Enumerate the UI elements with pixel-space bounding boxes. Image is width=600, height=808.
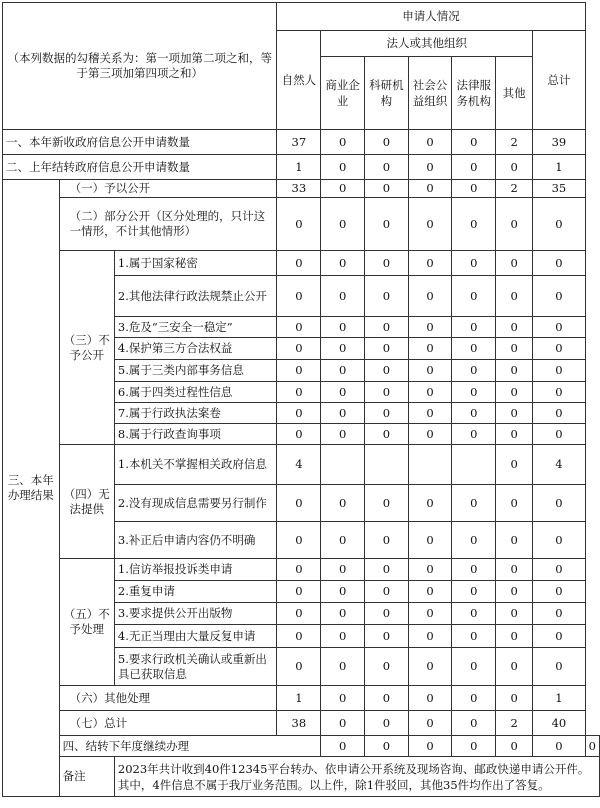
value-cell: 0 [496, 276, 533, 317]
value-cell: 0 [496, 485, 533, 522]
value-cell: 0 [365, 522, 409, 559]
value-cell: 0 [533, 198, 586, 251]
value-cell: 0 [408, 581, 452, 603]
value-cell: 0 [408, 276, 452, 317]
value-cell: 0 [408, 198, 452, 251]
value-cell: 0 [496, 625, 533, 648]
header-research: 科研机构 [365, 57, 409, 130]
value-cell: 35 [533, 180, 586, 198]
table-row [3, 198, 600, 251]
row-label: 2.其他法律行政法规禁止公开 [114, 276, 277, 317]
value-cell: 0 [365, 485, 409, 522]
value-cell: 0 [533, 581, 586, 603]
table-row [3, 180, 600, 198]
value-cell: 0 [365, 424, 409, 445]
value-cell: 0 [321, 581, 365, 603]
value-cell: 0 [452, 338, 496, 360]
value-cell: 0 [533, 403, 586, 424]
value-cell: 0 [452, 198, 496, 251]
value-cell: 0 [533, 338, 586, 360]
value-cell: 1 [277, 686, 321, 711]
value-cell [452, 445, 496, 485]
value-cell: 0 [365, 317, 409, 338]
value-cell: 0 [408, 485, 452, 522]
value-cell: 0 [533, 360, 586, 382]
value-cell: 0 [496, 736, 533, 757]
value-cell: 0 [452, 625, 496, 648]
value-cell: 0 [408, 559, 452, 581]
value-cell: 0 [408, 522, 452, 559]
header-note: （本列数据的勾稽关系为：第一项加第二项之和，等于第三项加第四项之和） [3, 3, 277, 130]
table-row [3, 736, 600, 757]
value-cell: 0 [408, 424, 452, 445]
value-cell: 0 [452, 251, 496, 276]
value-cell: 40 [533, 711, 586, 736]
value-cell: 37 [277, 130, 321, 155]
value-cell: 0 [321, 686, 365, 711]
value-cell: 0 [408, 338, 452, 360]
value-cell: 0 [365, 559, 409, 581]
value-cell: 0 [496, 559, 533, 581]
value-cell: 0 [408, 736, 452, 757]
value-cell: 0 [408, 403, 452, 424]
value-cell: 0 [452, 424, 496, 445]
row-label: 5.属于三类内部事务信息 [114, 360, 277, 382]
value-cell: 0 [365, 130, 409, 155]
table-row [3, 130, 600, 155]
value-cell: 0 [365, 625, 409, 648]
value-cell: 0 [533, 382, 586, 403]
value-cell: 0 [496, 360, 533, 382]
section3-label: 三、本年办理结果 [3, 180, 60, 797]
row-label: 6.属于四类过程性信息 [114, 382, 277, 403]
value-cell: 0 [496, 198, 533, 251]
value-cell: 0 [496, 424, 533, 445]
value-cell: 0 [452, 522, 496, 559]
row-label: 一、本年新收政府信息公开申请数量 [3, 130, 277, 155]
value-cell: 0 [496, 338, 533, 360]
remark-label: 备注 [59, 757, 114, 797]
value-cell: 0 [452, 648, 496, 686]
value-cell: 0 [277, 251, 321, 276]
value-cell: 39 [533, 130, 586, 155]
value-cell: 0 [277, 403, 321, 424]
row-label: 1.属于国家秘密 [114, 251, 277, 276]
value-cell: 0 [533, 522, 586, 559]
remark-text: 2023年共计收到40件12345平台转办、依申请公开系统及现场咨询、邮政快递申请公开件。其中，4件信息不属于我厅业务范围。以上件，除1件驳回，其他35件均作出了答复。 [114, 757, 599, 797]
disclosure-table [2, 2, 600, 797]
value-cell: 0 [277, 603, 321, 625]
row-label: 2.重复申请 [114, 581, 277, 603]
value-cell: 0 [365, 251, 409, 276]
value-cell: 0 [533, 648, 586, 686]
row-label: 8.属于行政查询事项 [114, 424, 277, 445]
value-cell: 0 [321, 736, 365, 757]
value-cell: 0 [365, 603, 409, 625]
value-cell: 0 [408, 711, 452, 736]
header-natural-person: 自然人 [277, 31, 321, 130]
row-label: 3.要求提供公开出版物 [114, 603, 277, 625]
value-cell: 1 [533, 686, 586, 711]
value-cell: 0 [452, 155, 496, 180]
value-cell [408, 445, 452, 485]
value-cell: 0 [452, 180, 496, 198]
value-cell [321, 445, 365, 485]
header-legal-group: 法人或其他组织 [321, 31, 533, 57]
value-cell: 0 [365, 338, 409, 360]
value-cell: 0 [452, 403, 496, 424]
value-cell: 0 [533, 625, 586, 648]
value-cell: 0 [408, 686, 452, 711]
value-cell: 0 [533, 276, 586, 317]
value-cell: 0 [321, 522, 365, 559]
value-cell: 0 [496, 445, 533, 485]
row-label: 二、上年结转政府信息公开申请数量 [3, 155, 277, 180]
value-cell: 0 [321, 198, 365, 251]
value-cell: 0 [321, 625, 365, 648]
row-label: 1.本机关不掌握相关政府信息 [114, 445, 277, 485]
header-social-welfare: 社会公益组织 [408, 57, 452, 130]
row-label: 7.属于行政执法案卷 [114, 403, 277, 424]
row-label: 3.危及“三安全一稳定” [114, 317, 277, 338]
value-cell: 0 [452, 686, 496, 711]
value-cell: 0 [321, 317, 365, 338]
value-cell: 0 [408, 317, 452, 338]
value-cell: 0 [533, 736, 586, 757]
row-label: 2.没有现成信息需要另行制作 [114, 485, 277, 522]
value-cell: 0 [452, 581, 496, 603]
table-row [3, 445, 600, 485]
value-cell: 0 [277, 522, 321, 559]
value-cell: 0 [321, 648, 365, 686]
value-cell: 2 [496, 130, 533, 155]
value-cell: 0 [408, 180, 452, 198]
group4-label: （四）无法提供 [59, 445, 114, 559]
value-cell: 0 [277, 424, 321, 445]
value-cell: 2 [496, 180, 533, 198]
value-cell: 0 [452, 711, 496, 736]
value-cell: 0 [277, 276, 321, 317]
value-cell: 0 [533, 251, 586, 276]
group3-label: （三）不予公开 [59, 251, 114, 445]
row-label: 四、结转下年度继续办理 [59, 736, 321, 757]
value-cell: 0 [365, 686, 409, 711]
value-cell: 0 [496, 382, 533, 403]
value-cell: 0 [496, 581, 533, 603]
group5-label: （五）不予处理 [59, 559, 114, 686]
value-cell: 0 [277, 338, 321, 360]
value-cell: 0 [277, 559, 321, 581]
value-cell: 4 [277, 445, 321, 485]
value-cell: 0 [321, 711, 365, 736]
value-cell: 0 [408, 130, 452, 155]
row-label: 5.要求行政机关确认或重新出具已获取信息 [114, 648, 277, 686]
value-cell: 0 [408, 648, 452, 686]
value-cell: 0 [365, 736, 409, 757]
value-cell: 0 [321, 559, 365, 581]
value-cell: 0 [321, 360, 365, 382]
value-cell: 0 [452, 559, 496, 581]
value-cell: 0 [321, 130, 365, 155]
value-cell: 0 [365, 403, 409, 424]
value-cell: 0 [585, 736, 599, 757]
value-cell: 0 [321, 382, 365, 403]
value-cell: 0 [365, 276, 409, 317]
table-row [3, 251, 600, 276]
value-cell: 0 [277, 198, 321, 251]
value-cell: 0 [533, 559, 586, 581]
value-cell: 0 [321, 338, 365, 360]
table-row [3, 155, 600, 180]
row-label: 4.无正当理由大量反复申请 [114, 625, 277, 648]
value-cell: 0 [533, 603, 586, 625]
value-cell: 0 [277, 317, 321, 338]
value-cell: 0 [277, 648, 321, 686]
row-label: （二）部分公开（区分处理的，只计这一情形，不计其他情形） [59, 198, 277, 251]
value-cell: 0 [365, 382, 409, 403]
value-cell: 33 [277, 180, 321, 198]
value-cell: 1 [533, 155, 586, 180]
value-cell: 0 [365, 581, 409, 603]
value-cell: 0 [277, 485, 321, 522]
value-cell: 0 [496, 155, 533, 180]
value-cell [365, 445, 409, 485]
value-cell: 0 [452, 276, 496, 317]
value-cell: 0 [321, 251, 365, 276]
value-cell: 1 [277, 155, 321, 180]
value-cell: 0 [365, 155, 409, 180]
value-cell: 0 [408, 382, 452, 403]
value-cell: 0 [496, 403, 533, 424]
value-cell: 0 [452, 485, 496, 522]
row-label: 3.补正后申请内容仍不明确 [114, 522, 277, 559]
value-cell: 0 [277, 382, 321, 403]
value-cell: 0 [408, 155, 452, 180]
value-cell: 0 [321, 155, 365, 180]
value-cell: 38 [277, 711, 321, 736]
row-label: （一）予以公开 [59, 180, 277, 198]
remark-row [3, 757, 600, 797]
value-cell: 0 [277, 625, 321, 648]
value-cell: 0 [408, 360, 452, 382]
value-cell: 0 [408, 603, 452, 625]
row-label: 1.信访举报投诉类申请 [114, 559, 277, 581]
header-total: 总计 [533, 31, 586, 130]
value-cell: 0 [452, 736, 496, 757]
table-row [3, 686, 600, 711]
value-cell: 4 [533, 445, 586, 485]
value-cell: 0 [452, 130, 496, 155]
value-cell: 0 [365, 360, 409, 382]
value-cell: 0 [321, 276, 365, 317]
value-cell: 0 [533, 317, 586, 338]
value-cell: 0 [496, 686, 533, 711]
value-cell: 2 [496, 711, 533, 736]
value-cell: 0 [452, 317, 496, 338]
header-commercial: 商业企业 [321, 57, 365, 130]
value-cell: 0 [408, 625, 452, 648]
value-cell: 0 [496, 522, 533, 559]
row-label: （七）总计 [59, 711, 277, 736]
value-cell: 0 [452, 360, 496, 382]
value-cell: 0 [452, 603, 496, 625]
value-cell: 0 [365, 198, 409, 251]
header-other: 其他 [496, 57, 533, 130]
header-applicant: 申请人情况 [277, 3, 585, 31]
value-cell: 0 [365, 648, 409, 686]
value-cell: 0 [277, 581, 321, 603]
header-legal-service: 法律服务机构 [452, 57, 496, 130]
value-cell: 0 [321, 403, 365, 424]
table-row [3, 559, 600, 581]
value-cell: 0 [321, 485, 365, 522]
value-cell: 0 [277, 360, 321, 382]
value-cell: 0 [408, 251, 452, 276]
value-cell: 0 [496, 603, 533, 625]
value-cell: 0 [533, 424, 586, 445]
value-cell: 0 [365, 180, 409, 198]
value-cell: 0 [321, 603, 365, 625]
value-cell: 0 [496, 251, 533, 276]
row-label: 4.保护第三方合法权益 [114, 338, 277, 360]
value-cell: 0 [452, 382, 496, 403]
table-row [3, 711, 600, 736]
row-label: （六）其他处理 [59, 686, 277, 711]
value-cell: 0 [496, 317, 533, 338]
value-cell: 0 [321, 424, 365, 445]
value-cell: 0 [496, 648, 533, 686]
value-cell: 0 [365, 711, 409, 736]
value-cell: 0 [533, 485, 586, 522]
value-cell: 0 [321, 180, 365, 198]
